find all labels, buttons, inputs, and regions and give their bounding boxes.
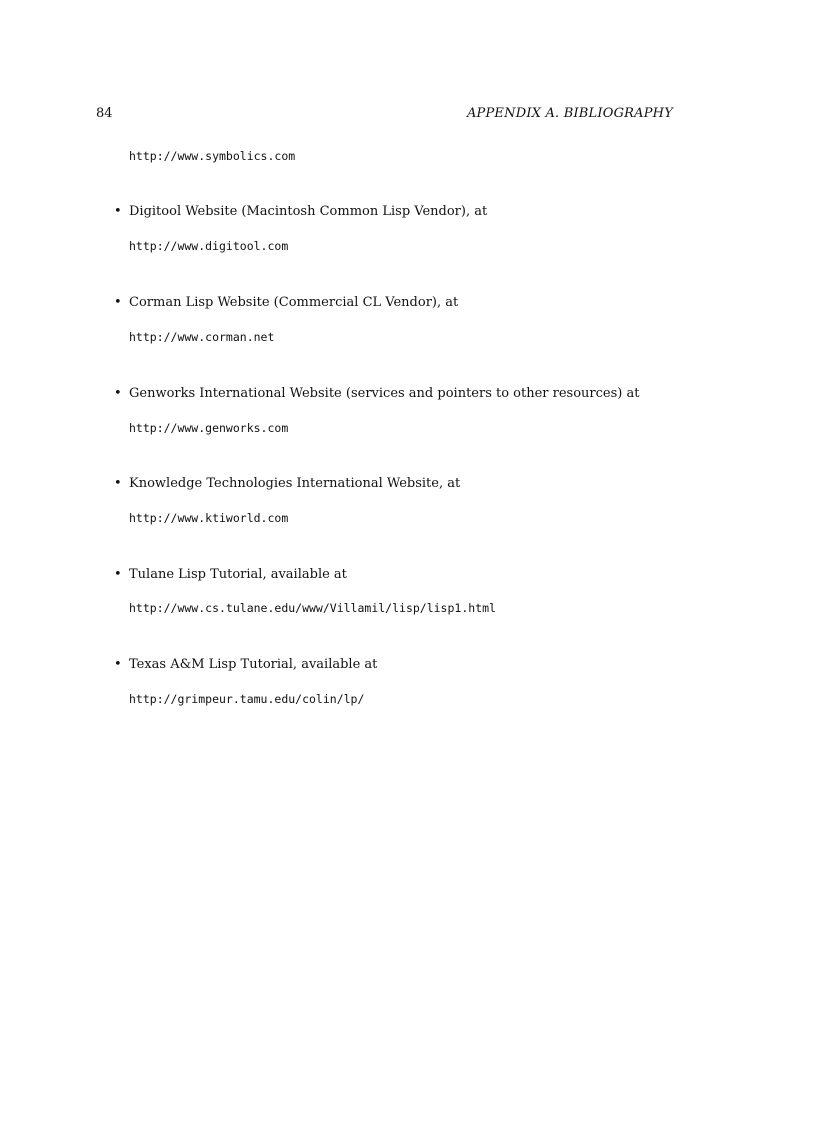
list-item-text: Digitool Website (Macintosh Common Lisp Vendor), at bbox=[129, 204, 488, 219]
list-item-url[interactable]: http://www.corman.net bbox=[129, 330, 275, 344]
bullet-icon: • bbox=[114, 476, 122, 491]
bullet-icon: • bbox=[114, 657, 122, 672]
bullet-icon: • bbox=[114, 567, 122, 582]
list-item-text: Corman Lisp Website (Commercial CL Vendor), at bbox=[129, 295, 459, 310]
list-item bbox=[114, 476, 460, 492]
list-item-text: Knowledge Technologies International Website, at bbox=[129, 476, 461, 491]
list-item-url[interactable]: http://www.digitool.com bbox=[129, 239, 289, 253]
list-item-url[interactable]: http://www.cs.tulane.edu/www/Villamil/lisp/lisp1.html bbox=[129, 601, 496, 615]
list-item bbox=[114, 295, 458, 311]
list-item-url[interactable]: http://www.genworks.com bbox=[129, 421, 289, 435]
bullet-icon: • bbox=[114, 386, 122, 401]
list-item bbox=[114, 204, 487, 220]
continued-url[interactable]: http://www.symbolics.com bbox=[129, 149, 296, 163]
list-item-text: Tulane Lisp Tutorial, available at bbox=[129, 567, 347, 582]
bullet-icon: • bbox=[114, 295, 122, 310]
list-item-url[interactable]: http://grimpeur.tamu.edu/colin/lp/ bbox=[129, 692, 365, 706]
list-item-text: Texas A&M Lisp Tutorial, available at bbox=[129, 657, 378, 672]
page-number: 84 bbox=[96, 106, 113, 121]
list-item bbox=[114, 657, 377, 673]
list-item-text: Genworks International Website (services and pointers to other resources) at bbox=[129, 386, 640, 401]
list-item-url[interactable]: http://www.ktiworld.com bbox=[129, 511, 289, 525]
bullet-icon: • bbox=[114, 204, 122, 219]
list-item bbox=[114, 386, 639, 402]
running-header: APPENDIX A. BIBLIOGRAPHY bbox=[466, 106, 673, 121]
list-item bbox=[114, 567, 347, 583]
